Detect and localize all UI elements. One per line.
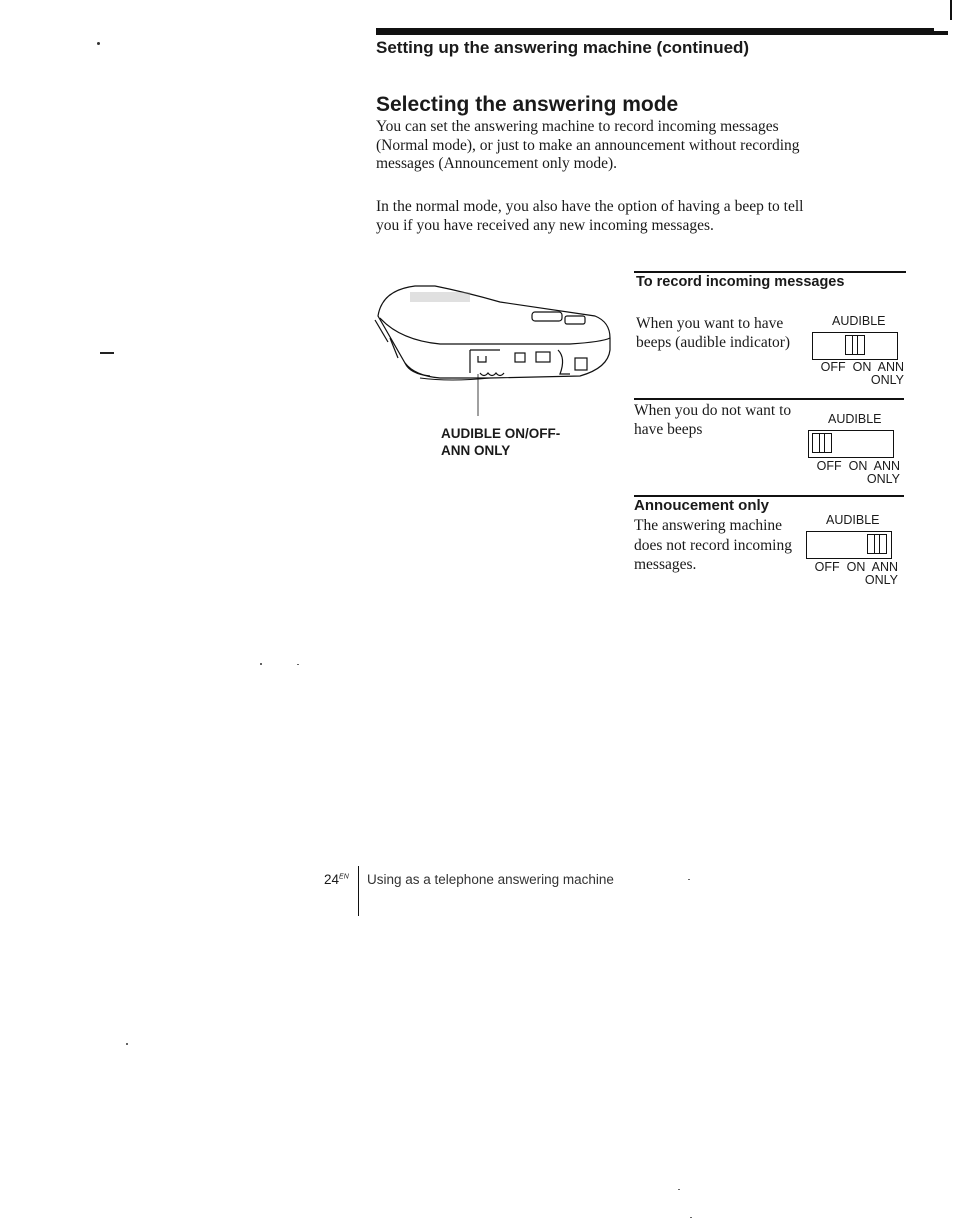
switch-label: AUDIBLE bbox=[832, 314, 886, 328]
switch-positions bbox=[798, 361, 904, 387]
no-beeps-rule bbox=[634, 398, 904, 400]
footer-chapter: Using as a telephone answering machine bbox=[367, 872, 614, 887]
switch-positions-line2: ONLY bbox=[866, 472, 900, 486]
figure-caption-line2: ANN ONLY bbox=[441, 443, 511, 458]
audible-switch-off bbox=[808, 430, 894, 458]
header-rule-tail bbox=[930, 31, 948, 35]
page-number-value: 24 bbox=[324, 872, 340, 887]
without-beeps-description: When you do not want to have beeps bbox=[634, 402, 792, 438]
scan-speck bbox=[678, 1189, 680, 1190]
figure-caption-line1: AUDIBLE ON/OFF- bbox=[441, 426, 561, 441]
figure-caption bbox=[441, 425, 560, 459]
scan-speck bbox=[260, 663, 262, 665]
switch-label: AUDIBLE bbox=[828, 412, 882, 426]
scan-speck bbox=[297, 664, 299, 665]
switch-label: AUDIBLE bbox=[826, 513, 880, 527]
scan-speck bbox=[690, 1217, 692, 1218]
normal-mode-paragraph: In the normal mode, you also have the option of having a beep to tell you if you have received any new incoming messages. bbox=[376, 198, 804, 234]
audible-switch-ann-only bbox=[806, 531, 892, 559]
audible-switch-on bbox=[812, 332, 898, 360]
switch-positions bbox=[792, 561, 898, 587]
with-beeps-description: When you want to have beeps (audible indicator) bbox=[636, 315, 791, 351]
scan-speck bbox=[688, 879, 690, 880]
announcement-description: The answering machine does not record incoming messages. bbox=[634, 517, 792, 573]
page-number bbox=[324, 872, 349, 887]
switch-positions-line1: OFF ON ANN bbox=[816, 459, 900, 473]
scan-speck bbox=[97, 42, 100, 45]
scan-speck bbox=[126, 1043, 128, 1045]
switch-positions-line1: OFF ON ANN bbox=[820, 360, 904, 374]
page-number-suffix: EN bbox=[339, 873, 349, 881]
page-title: Selecting the answering mode bbox=[376, 93, 679, 116]
switch-positions bbox=[794, 460, 900, 486]
switch-knob bbox=[812, 433, 832, 453]
answering-machine-illustration bbox=[370, 278, 615, 418]
header-rule bbox=[376, 28, 934, 35]
switch-knob bbox=[867, 534, 887, 554]
switch-positions-line2: ONLY bbox=[864, 573, 898, 587]
scan-mark bbox=[100, 352, 114, 354]
intro-paragraph: You can set the answering machine to record incoming messages (Normal mode), or just to make an announcement without recording messages (Announcement only mode). bbox=[376, 118, 800, 172]
switch-knob bbox=[845, 335, 865, 355]
edge-mark bbox=[950, 0, 952, 20]
switch-positions-line1: OFF ON ANN bbox=[814, 560, 898, 574]
announcement-section-title: Annoucement only bbox=[634, 497, 770, 514]
switch-positions-line2: ONLY bbox=[870, 373, 904, 387]
section-header: Setting up the answering machine (continued) bbox=[376, 38, 750, 57]
footer-divider bbox=[358, 866, 359, 916]
record-section-rule bbox=[634, 271, 906, 273]
record-section-title: To record incoming messages bbox=[636, 274, 845, 290]
